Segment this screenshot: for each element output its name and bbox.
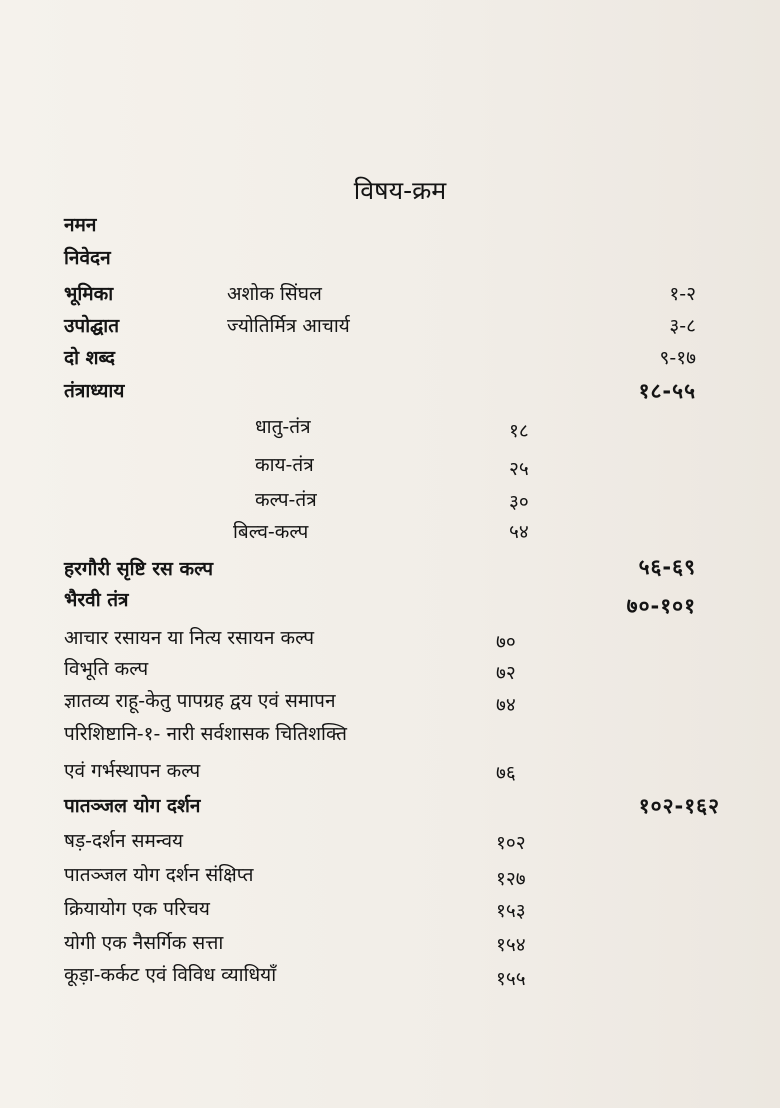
toc-page-number: ७०: [496, 631, 516, 653]
toc-entry-author: ज्योतिर्मित्र आचार्य: [227, 315, 350, 337]
toc-page-range: १८-५५: [638, 379, 696, 403]
toc-subentry-vibhuti-kalp: विभूति कल्प: [64, 658, 149, 680]
toc-subentry-shad-darshan: षड़-दर्शन समन्वय: [64, 830, 184, 852]
toc-page-number: ३०: [509, 491, 529, 513]
toc-subentry-kuda-karkat: कूड़ा-कर्कट एवं विविध व्याधियाँ: [64, 964, 277, 986]
toc-page-number: १०२: [496, 832, 526, 854]
toc-entry-author: अशोक सिंघल: [227, 283, 322, 305]
toc-page-number: ५४: [509, 521, 529, 543]
toc-page-range: १०२-१६२: [638, 794, 720, 818]
toc-subentry-bilva-kalp: बिल्व-कल्प: [233, 521, 309, 543]
toc-entry-upodghat: उपोद्घात: [64, 315, 120, 337]
toc-page-number: ७४: [496, 694, 516, 716]
toc-page-number: १५३: [496, 900, 526, 922]
toc-page-range: ५६-६९: [638, 555, 696, 579]
toc-page-number: ७२: [496, 662, 516, 684]
toc-page-number: १५४: [496, 934, 526, 956]
toc-page-range: ७०-१०१: [626, 594, 696, 618]
toc-entry-do-shabd: दो शब्द: [64, 347, 115, 369]
toc-page-number: १८: [509, 420, 529, 442]
page-title: विषय-क्रम: [353, 176, 447, 205]
toc-subentry-kriyayog: क्रियायोग एक परिचय: [64, 898, 210, 920]
toc-page-number: १२७: [496, 868, 526, 890]
toc-entry-bhumika: भूमिका: [64, 283, 114, 305]
toc-subentry-achar-rasayan: आचार रसायन या नित्य रसायन कल्प: [64, 627, 315, 649]
toc-subentry-patanjal-sankshipt: पातञ्जल योग दर्शन संक्षिप्त: [64, 864, 254, 886]
toc-page-number: ७६: [496, 762, 516, 784]
toc-page-number: २५: [509, 458, 529, 480]
toc-subentry-kalp-tantra: कल्प-तंत्र: [255, 489, 317, 511]
toc-subentry-parishishtani: परिशिष्टानि-१- नारी सर्वशासक चितिशक्ति: [64, 723, 347, 745]
toc-page-number: १-२: [669, 283, 696, 305]
toc-subentry-yogi-sattа: योगी एक नैसर्गिक सत्ता: [64, 932, 224, 954]
toc-subentry-dhatu-tantra: धातु-तंत्र: [255, 416, 311, 438]
toc-entry-bhairavi-tantra: भैरवी तंत्र: [64, 589, 129, 611]
toc-entry-naman: नमन: [64, 214, 97, 236]
toc-page-number: ९-१७: [659, 347, 696, 369]
toc-entry-tantradhyay: तंत्राध्याय: [64, 380, 125, 402]
toc-entry-hargauri: हरगौरी सृष्टि रस कल्प: [64, 558, 214, 580]
toc-entry-patanjal-yog: पातञ्जल योग दर्शन: [64, 795, 201, 817]
toc-page-number: ३-८: [669, 315, 696, 337]
toc-subentry-rahu-ketu: ज्ञातव्य राहू-केतु पापग्रह द्वय एवं समापन: [64, 690, 336, 712]
toc-page-number: १५५: [496, 968, 526, 990]
toc-subentry-kay-tantra: काय-तंत्र: [255, 454, 314, 476]
toc-subentry-garbhasthapan: एवं गर्भस्थापन कल्प: [64, 760, 201, 782]
toc-entry-nivedan: निवेदन: [64, 247, 111, 269]
